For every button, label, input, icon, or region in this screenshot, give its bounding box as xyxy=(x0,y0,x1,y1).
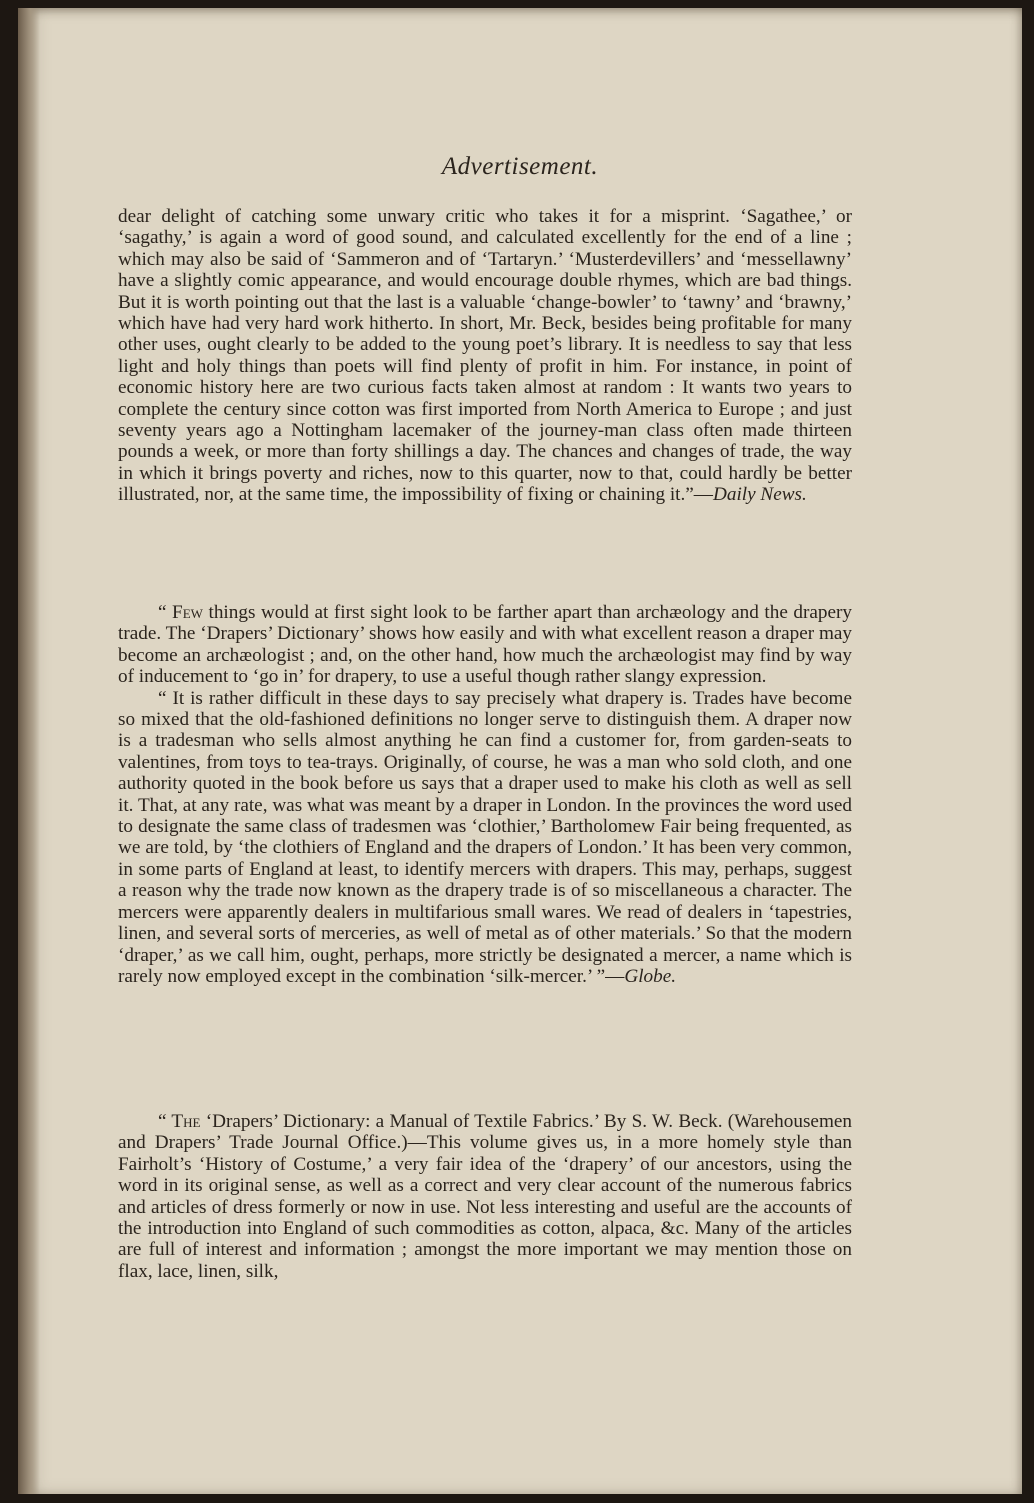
page-gutter-shadow xyxy=(18,8,40,1494)
source-attribution: Daily News. xyxy=(713,484,807,506)
paragraph xyxy=(118,602,852,688)
review-daily-news xyxy=(118,206,852,506)
paragraph-lead: “ The xyxy=(158,1111,201,1132)
paragraph-text: things would at first sight look to be farther apart than archæology and the drapery trade. The ‘Drapers’ Dictionary’ shows how easily and with what excellent reason a draper may become an archæologist ; and, on the other hand, how much the archæologist may find by way of inducement to ‘go in’ for drapery, to use a useful though rather slangy expression. xyxy=(118,602,852,688)
paragraph-lead: “ Few xyxy=(158,602,203,623)
paragraph-text: “ It is rather difficult in these days to say precisely what drapery is. Trades have become so mixed that the old-fashioned definitions no longer serve to distinguish them. A draper now is a tradesman who sells almost anything he can find a customer for, from garden-seats to valentines, from toys to tea-trays. Originally, of course, he was a man who sold cloth, and one authority quoted in the book before us says that a draper used to make his cloth as well as sell it. That, at any rate, was what was meant by a draper in London. In the provinces the word used to designate the same class of tradesmen was ‘clothier,’ Bartholomew Fair being frequented, as we are told, by ‘the clothiers of England and the drapers of London.’ It has been very common, in some parts of England at least, to identify mercers with drapers. This may, perhaps, suggest a reason why the trade now known as the drapery trade is of so miscellaneous a character. The mercers were apparently dealers in multifarious small wares. We read of dealers in ‘tapestries, linen, and several sorts of merceries, as well of metal as of other materials.’ So that the modern ‘draper,’ as we call him, ought, perhaps, more strictly be designated a mercer, a name which is rarely now employed except in the combination ‘silk-mercer.’ ”— xyxy=(118,687,852,987)
paragraph xyxy=(118,1111,852,1282)
review-drapers-dictionary xyxy=(118,1111,852,1282)
review-globe xyxy=(118,602,852,987)
paragraph-text: dear delight of catching some unwary critic who takes it for a misprint. ‘Sagathee,’ or ‘sagathy,’ is again a word of good sound, and calculated excellently for the end of a line ; which may also be said of ‘Sammeron and of ‘Tartaryn.’ ‘Musterdevillers’ and ‘messellawny’ have a slightly comic appearance, and would encourage double rhymes, which are bad things. But it is worth pointing out that the last is a valuable ‘change-bowler’ to ‘tawny’ and ‘brawny,’ which have had very hard work hitherto. In short, Mr. Beck, besides being profitable for many other uses, ought clearly to be added to the young poet’s library. It is needless to say that less light and holy things than poets will find plenty of profit in him. For instance, in point of economic history here are two curious facts taken almost at random : It wants two years to complete the century since cotton was first imported from North America to Europe ; and just seventy years ago a Nottingham lacemaker of the journey-man class often made thirteen pounds a week, or more than forty shillings a day. The chances and changes of trade, the way in which it brings poverty and riches, now to this quarter, now to that, could hardly be better illustrated, nor, at the same time, the impossibility of fixing or chaining it.”— xyxy=(118,206,852,506)
paragraph xyxy=(118,206,852,506)
paragraph-text: ‘Drapers’ Dictionary: a Manual of Textile Fabrics.’ By S. W. Beck. (Warehousemen and Drapers’ Trade Journal Office.)—This volume gives us, in a more homely style than Fairholt’s ‘History of Costume,’ a very fair idea of the ‘drapery’ of our ancestors, using the word in its original sense, as well as a correct and very clear account of the numerous fabrics and articles of dress formerly or now in use. Not less interesting and useful are the accounts of the introduction into England of such commodities as cotton, alpaca, &c. Many of the articles are full of interest and information ; amongst the more important we may mention those on flax, lace, linen, silk, xyxy=(118,1111,852,1282)
source-attribution: Globe. xyxy=(624,965,677,987)
paragraph xyxy=(118,688,852,988)
running-head: Advertisement. xyxy=(441,153,599,180)
book-page xyxy=(18,8,1022,1494)
